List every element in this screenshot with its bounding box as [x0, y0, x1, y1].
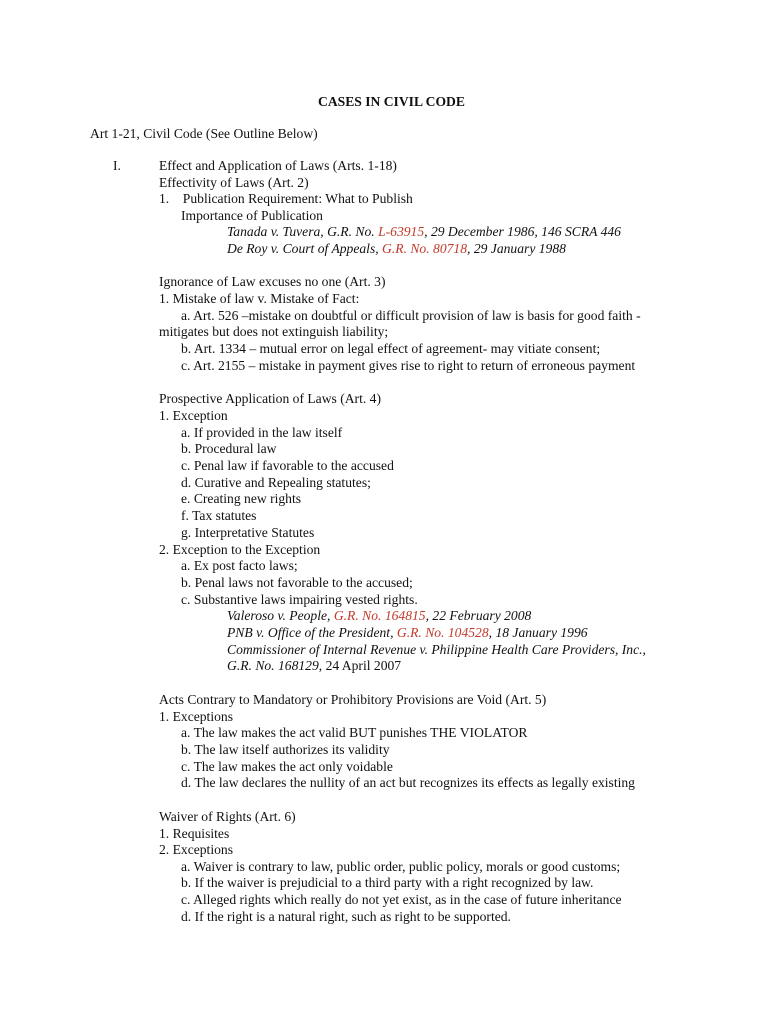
prospective-exception: d. Curative and Repealing statutes; — [181, 475, 371, 490]
case-de-roy — [227, 240, 566, 257]
case-gr-link[interactable]: G.R. No. 104528 — [396, 625, 489, 640]
acts-contrary-exception: c. The law makes the act only voidable — [181, 759, 393, 774]
intro-line: Art 1-21, Civil Code (See Outline Below) — [90, 126, 318, 141]
section-numeral: I. — [113, 158, 121, 173]
case-cir: Commissioner of Internal Revenue v. Philippine Health Care Providers, Inc., — [227, 642, 646, 657]
case-gr-link[interactable]: G.R. No. 80718 — [382, 241, 468, 256]
prospective-exception: g. Interpretative Statutes — [181, 525, 315, 540]
waiver-item-2: 2. Exceptions — [159, 842, 233, 857]
document-title: CASES IN CIVIL CODE — [318, 94, 465, 109]
case-tanada — [227, 223, 621, 240]
acts-contrary-exception: b. The law itself authorizes its validity — [181, 742, 390, 757]
waiver-exception: d. If the right is a natural right, such as right to be supported. — [181, 909, 511, 924]
acts-contrary-heading: Acts Contrary to Mandatory or Prohibitory Provisions are Void (Art. 5) — [159, 692, 547, 707]
prospective-exception-2: c. Substantive laws impairing vested rights. — [181, 592, 418, 607]
prospective-exception-2: a. Ex post facto laws; — [181, 558, 298, 573]
effectivity-item-1-sub: Importance of Publication — [181, 208, 323, 223]
prospective-exception: f. Tax statutes — [181, 508, 257, 523]
acts-contrary-exception: a. The law makes the act valid BUT punishes THE VIOLATOR — [181, 725, 528, 740]
prospective-exception: e. Creating new rights — [181, 491, 302, 506]
ignorance-item-a-cont: mitigates but does not extinguish liability; — [159, 324, 389, 339]
prospective-exception-2: b. Penal laws not favorable to the accused; — [181, 575, 413, 590]
case-cir-gr — [227, 657, 401, 674]
prospective-exception: b. Procedural law — [181, 441, 277, 456]
case-gr-link[interactable]: G.R. No. 164815 — [333, 608, 426, 623]
ignorance-item-a: a. Art. 526 –mistake on doubtful or difficult provision of law is basis for good faith - — [181, 308, 641, 323]
ignorance-item-b: b. Art. 1334 – mutual error on legal effect of agreement- may vitiate consent; — [181, 341, 601, 356]
waiver-exception: c. Alleged rights which really do not yet exist, as in the case of future inheritance — [181, 892, 622, 907]
case-text: PNB v. Office of the President, — [227, 625, 397, 640]
section-title: Effect and Application of Laws (Arts. 1-18) — [159, 158, 397, 173]
ignorance-item-1: 1. Mistake of law v. Mistake of Fact: — [159, 291, 360, 306]
case-text: , 18 January 1996 — [488, 625, 588, 640]
waiver-item-1: 1. Requisites — [159, 826, 230, 841]
prospective-heading: Prospective Application of Laws (Art. 4) — [159, 391, 381, 406]
prospective-exception: a. If provided in the law itself — [181, 425, 343, 440]
ignorance-item-c: c. Art. 2155 – mistake in payment gives rise to right to return of erroneous payment — [181, 358, 636, 373]
prospective-exception: c. Penal law if favorable to the accused — [181, 458, 394, 473]
effectivity-heading: Effectivity of Laws (Art. 2) — [159, 175, 309, 190]
acts-contrary-item-1: 1. Exceptions — [159, 709, 233, 724]
case-text: De Roy v. Court of Appeals, — [227, 241, 383, 256]
case-text: G.R. No. 168129 — [227, 658, 319, 673]
case-text: , 22 February 2008 — [425, 608, 532, 623]
case-gr-link[interactable]: L-63915 — [378, 224, 425, 239]
case-text: , 29 January 1988 — [467, 241, 566, 256]
case-pnb — [227, 624, 588, 641]
waiver-exception: b. If the waiver is prejudicial to a third party with a right recognized by law. — [181, 875, 594, 890]
case-text: Valeroso v. People, — [227, 608, 334, 623]
prospective-item-2: 2. Exception to the Exception — [159, 542, 321, 557]
acts-contrary-exception: d. The law declares the nullity of an act but recognizes its effects as legally existing — [181, 775, 635, 790]
ignorance-heading: Ignorance of Law excuses no one (Art. 3) — [159, 274, 386, 289]
effectivity-item-1: 1. Publication Requirement: What to Publish — [159, 191, 413, 206]
case-text: , 29 December 1986, 146 SCRA 446 — [424, 224, 621, 239]
case-valeroso — [227, 607, 531, 624]
waiver-heading: Waiver of Rights (Art. 6) — [159, 809, 296, 824]
case-text: , 24 April 2007 — [318, 658, 402, 673]
case-text: Tanada v. Tuvera, G.R. No. — [227, 224, 379, 239]
prospective-item-1: 1. Exception — [159, 408, 228, 423]
waiver-exception: a. Waiver is contrary to law, public order, public policy, morals or good customs; — [181, 859, 621, 874]
